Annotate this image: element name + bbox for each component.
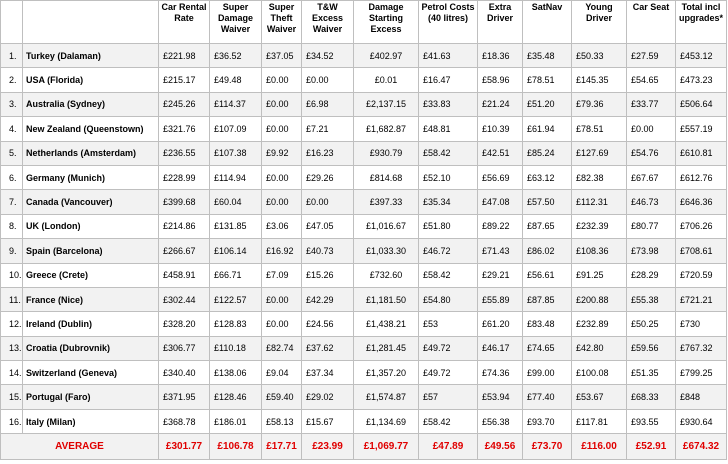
price-cell: £82.74 (262, 336, 302, 360)
price-cell: £131.85 (210, 214, 262, 238)
price-cell: £221.98 (159, 44, 210, 68)
price-cell: £7.21 (302, 117, 354, 141)
price-cell: £37.34 (302, 361, 354, 385)
table-row (1, 239, 727, 263)
table-row (1, 263, 727, 287)
price-cell: £50.33 (572, 44, 627, 68)
price-cell: £57 (419, 385, 478, 409)
table-row (1, 190, 727, 214)
price-cell: £0.00 (302, 68, 354, 92)
price-cell: £33.77 (627, 92, 676, 116)
table-body (1, 44, 727, 460)
price-cell: £397.33 (354, 190, 419, 214)
price-cell: £29.21 (478, 263, 523, 287)
price-cell: £46.72 (419, 239, 478, 263)
price-cell: £57.50 (523, 190, 572, 214)
price-cell: £15.26 (302, 263, 354, 287)
price-cell: £33.83 (419, 92, 478, 116)
price-cell: £106.14 (210, 239, 262, 263)
column-header: Car Rental Rate (159, 1, 210, 44)
average-value-cell: £47.89 (419, 434, 478, 460)
rank-cell: 13. (1, 336, 23, 360)
price-cell: £74.65 (523, 336, 572, 360)
price-cell: £49.72 (419, 336, 478, 360)
rank-cell: 4. (1, 117, 23, 141)
table-row (1, 44, 727, 68)
price-cell: £29.26 (302, 165, 354, 189)
average-value-cell: £674.32 (676, 434, 727, 460)
price-cell: £127.69 (572, 141, 627, 165)
location-cell: UK (London) (23, 214, 159, 238)
price-cell: £814.68 (354, 165, 419, 189)
price-cell: £721.21 (676, 287, 727, 311)
price-cell: £49.48 (210, 68, 262, 92)
price-cell: £371.95 (159, 385, 210, 409)
price-cell: £930.79 (354, 141, 419, 165)
average-value-cell: £116.00 (572, 434, 627, 460)
price-cell: £2,137.15 (354, 92, 419, 116)
average-value-cell: £106.78 (210, 434, 262, 460)
column-header: SatNav (523, 1, 572, 44)
price-cell: £71.43 (478, 239, 523, 263)
price-cell: £15.67 (302, 409, 354, 433)
column-header: Car Seat (627, 1, 676, 44)
price-cell: £34.52 (302, 44, 354, 68)
price-cell: £1,357.20 (354, 361, 419, 385)
price-cell: £708.61 (676, 239, 727, 263)
price-cell: £0.00 (627, 117, 676, 141)
price-cell: £42.29 (302, 287, 354, 311)
price-cell: £58.42 (419, 409, 478, 433)
location-cell: USA (Florida) (23, 68, 159, 92)
price-cell: £930.64 (676, 409, 727, 433)
price-cell: £232.89 (572, 312, 627, 336)
price-cell: £53.94 (478, 385, 523, 409)
price-cell: £767.32 (676, 336, 727, 360)
price-cell: £48.81 (419, 117, 478, 141)
price-cell: £236.55 (159, 141, 210, 165)
price-cell: £145.35 (572, 68, 627, 92)
price-cell: £87.65 (523, 214, 572, 238)
price-cell: £306.77 (159, 336, 210, 360)
price-cell: £706.26 (676, 214, 727, 238)
rank-cell: 6. (1, 165, 23, 189)
table-row (1, 92, 727, 116)
column-header: Total incl upgrades* (676, 1, 727, 44)
price-cell: £799.25 (676, 361, 727, 385)
price-cell: £46.17 (478, 336, 523, 360)
price-cell: £7.09 (262, 263, 302, 287)
price-cell: £58.96 (478, 68, 523, 92)
column-header: Petrol Costs (40 litres) (419, 1, 478, 44)
price-cell: £16.47 (419, 68, 478, 92)
price-cell: £107.38 (210, 141, 262, 165)
rank-cell: 11. (1, 287, 23, 311)
price-cell: £214.86 (159, 214, 210, 238)
header-blank-cell (1, 1, 23, 44)
average-value-cell: £73.70 (523, 434, 572, 460)
column-header: Young Driver (572, 1, 627, 44)
price-cell: £128.46 (210, 385, 262, 409)
price-cell: £66.71 (210, 263, 262, 287)
price-cell: £114.94 (210, 165, 262, 189)
average-value-cell: £52.91 (627, 434, 676, 460)
price-cell: £58.42 (419, 141, 478, 165)
average-row (1, 434, 727, 460)
price-cell: £128.83 (210, 312, 262, 336)
price-cell: £37.05 (262, 44, 302, 68)
price-cell: £80.77 (627, 214, 676, 238)
price-cell: £122.57 (210, 287, 262, 311)
average-label: AVERAGE (1, 434, 159, 460)
price-cell: £89.22 (478, 214, 523, 238)
price-cell: £186.01 (210, 409, 262, 433)
price-cell: £1,574.87 (354, 385, 419, 409)
price-cell: £0.00 (262, 190, 302, 214)
price-cell: £108.36 (572, 239, 627, 263)
location-cell: Croatia (Dubrovnik) (23, 336, 159, 360)
table-row (1, 361, 727, 385)
price-cell: £79.36 (572, 92, 627, 116)
price-cell: £42.80 (572, 336, 627, 360)
rank-cell: 7. (1, 190, 23, 214)
price-cell: £1,181.50 (354, 287, 419, 311)
header-blank-cell (23, 1, 159, 44)
rank-cell: 16. (1, 409, 23, 433)
location-cell: Italy (Milan) (23, 409, 159, 433)
rank-cell: 10. (1, 263, 23, 287)
location-cell: Switzerland (Geneva) (23, 361, 159, 385)
rank-cell: 15. (1, 385, 23, 409)
price-cell: £114.37 (210, 92, 262, 116)
price-cell: £110.18 (210, 336, 262, 360)
price-cell: £473.23 (676, 68, 727, 92)
price-cell: £35.48 (523, 44, 572, 68)
price-cell: £138.06 (210, 361, 262, 385)
price-cell: £54.80 (419, 287, 478, 311)
price-cell: £0.00 (262, 68, 302, 92)
price-cell: £3.06 (262, 214, 302, 238)
price-cell: £1,682.87 (354, 117, 419, 141)
column-header: Damage Starting Excess (354, 1, 419, 44)
price-cell: £340.40 (159, 361, 210, 385)
price-cell: £0.00 (262, 312, 302, 336)
price-cell: £42.51 (478, 141, 523, 165)
table-row (1, 336, 727, 360)
price-cell: £51.20 (523, 92, 572, 116)
price-cell: £37.62 (302, 336, 354, 360)
location-cell: France (Nice) (23, 287, 159, 311)
price-cell: £730 (676, 312, 727, 336)
location-cell: New Zealand (Queenstown) (23, 117, 159, 141)
price-cell: £0.00 (262, 165, 302, 189)
price-cell: £557.19 (676, 117, 727, 141)
price-cell: £82.38 (572, 165, 627, 189)
average-value-cell: £17.71 (262, 434, 302, 460)
column-header: T&W Excess Waiver (302, 1, 354, 44)
price-cell: £506.64 (676, 92, 727, 116)
table-row (1, 141, 727, 165)
price-cell: £61.20 (478, 312, 523, 336)
location-cell: Greece (Crete) (23, 263, 159, 287)
price-cell: £59.40 (262, 385, 302, 409)
price-cell: £49.72 (419, 361, 478, 385)
header-row (1, 1, 727, 44)
price-cell: £0.00 (302, 190, 354, 214)
price-cell: £1,016.67 (354, 214, 419, 238)
table-row (1, 312, 727, 336)
price-cell: £60.04 (210, 190, 262, 214)
price-cell: £9.92 (262, 141, 302, 165)
price-cell: £646.36 (676, 190, 727, 214)
price-cell: £232.39 (572, 214, 627, 238)
price-cell: £99.00 (523, 361, 572, 385)
price-cell: £117.81 (572, 409, 627, 433)
price-cell: £51.80 (419, 214, 478, 238)
price-cell: £56.69 (478, 165, 523, 189)
price-cell: £0.01 (354, 68, 419, 92)
price-cell: £58.13 (262, 409, 302, 433)
price-cell: £56.61 (523, 263, 572, 287)
rank-cell: 12. (1, 312, 23, 336)
price-cell: £83.48 (523, 312, 572, 336)
price-cell: £87.85 (523, 287, 572, 311)
price-cell: £848 (676, 385, 727, 409)
price-cell: £93.55 (627, 409, 676, 433)
price-cell: £245.26 (159, 92, 210, 116)
price-cell: £732.60 (354, 263, 419, 287)
price-cell: £61.94 (523, 117, 572, 141)
price-cell: £21.24 (478, 92, 523, 116)
price-cell: £1,134.69 (354, 409, 419, 433)
price-cell: £40.73 (302, 239, 354, 263)
price-cell: £453.12 (676, 44, 727, 68)
price-cell: £53.67 (572, 385, 627, 409)
average-value-cell: £301.77 (159, 434, 210, 460)
price-cell: £112.31 (572, 190, 627, 214)
average-value-cell: £1,069.77 (354, 434, 419, 460)
price-cell: £16.23 (302, 141, 354, 165)
price-cell: £200.88 (572, 287, 627, 311)
price-cell: £1,281.45 (354, 336, 419, 360)
price-cell: £91.25 (572, 263, 627, 287)
column-header: Super Damage Waiver (210, 1, 262, 44)
location-cell: Portugal (Faro) (23, 385, 159, 409)
rank-cell: 1. (1, 44, 23, 68)
column-header: Super Theft Waiver (262, 1, 302, 44)
table-row (1, 385, 727, 409)
price-cell: £6.98 (302, 92, 354, 116)
price-cell: £100.08 (572, 361, 627, 385)
rank-cell: 5. (1, 141, 23, 165)
location-cell: Spain (Barcelona) (23, 239, 159, 263)
price-cell: £266.67 (159, 239, 210, 263)
price-cell: £0.00 (262, 287, 302, 311)
location-cell: Germany (Munich) (23, 165, 159, 189)
price-cell: £53 (419, 312, 478, 336)
price-cell: £78.51 (523, 68, 572, 92)
price-cell: £399.68 (159, 190, 210, 214)
table-row (1, 68, 727, 92)
price-cell: £46.73 (627, 190, 676, 214)
rank-cell: 8. (1, 214, 23, 238)
price-cell: £1,438.21 (354, 312, 419, 336)
price-cell: £402.97 (354, 44, 419, 68)
price-cell: £302.44 (159, 287, 210, 311)
price-cell: £368.78 (159, 409, 210, 433)
price-cell: £41.63 (419, 44, 478, 68)
price-cell: £328.20 (159, 312, 210, 336)
price-cell: £35.34 (419, 190, 478, 214)
price-cell: £215.17 (159, 68, 210, 92)
price-cell: £321.76 (159, 117, 210, 141)
table-row (1, 287, 727, 311)
price-cell: £47.08 (478, 190, 523, 214)
price-cell: £55.38 (627, 287, 676, 311)
average-value-cell: £23.99 (302, 434, 354, 460)
price-cell: £86.02 (523, 239, 572, 263)
price-cell: £36.52 (210, 44, 262, 68)
table-row (1, 165, 727, 189)
price-cell: £54.76 (627, 141, 676, 165)
price-cell: £93.70 (523, 409, 572, 433)
column-header: Extra Driver (478, 1, 523, 44)
table-row (1, 214, 727, 238)
price-cell: £612.76 (676, 165, 727, 189)
average-value-cell: £49.56 (478, 434, 523, 460)
price-cell: £77.40 (523, 385, 572, 409)
location-cell: Turkey (Dalaman) (23, 44, 159, 68)
rank-cell: 3. (1, 92, 23, 116)
price-cell: £74.36 (478, 361, 523, 385)
rank-cell: 9. (1, 239, 23, 263)
price-cell: £28.29 (627, 263, 676, 287)
price-cell: £78.51 (572, 117, 627, 141)
price-cell: £9.04 (262, 361, 302, 385)
price-cell: £56.38 (478, 409, 523, 433)
price-cell: £1,033.30 (354, 239, 419, 263)
price-cell: £63.12 (523, 165, 572, 189)
price-cell: £24.56 (302, 312, 354, 336)
location-cell: Canada (Vancouver) (23, 190, 159, 214)
price-cell: £67.67 (627, 165, 676, 189)
location-cell: Netherlands (Amsterdam) (23, 141, 159, 165)
price-cell: £47.05 (302, 214, 354, 238)
price-cell: £610.81 (676, 141, 727, 165)
location-cell: Ireland (Dublin) (23, 312, 159, 336)
price-cell: £16.92 (262, 239, 302, 263)
price-cell: £0.00 (262, 92, 302, 116)
table-row (1, 409, 727, 433)
price-cell: £27.59 (627, 44, 676, 68)
price-cell: £228.99 (159, 165, 210, 189)
price-cell: £29.02 (302, 385, 354, 409)
price-cell: £55.89 (478, 287, 523, 311)
rank-cell: 2. (1, 68, 23, 92)
price-cell: £458.91 (159, 263, 210, 287)
price-cell: £720.59 (676, 263, 727, 287)
table-row (1, 117, 727, 141)
price-cell: £10.39 (478, 117, 523, 141)
location-cell: Australia (Sydney) (23, 92, 159, 116)
rank-cell: 14. (1, 361, 23, 385)
price-cell: £0.00 (262, 117, 302, 141)
price-cell: £68.33 (627, 385, 676, 409)
price-cell: £73.98 (627, 239, 676, 263)
price-cell: £58.42 (419, 263, 478, 287)
price-cell: £18.36 (478, 44, 523, 68)
price-cell: £51.35 (627, 361, 676, 385)
price-cell: £85.24 (523, 141, 572, 165)
price-cell: £52.10 (419, 165, 478, 189)
price-cell: £59.56 (627, 336, 676, 360)
price-cell: £50.25 (627, 312, 676, 336)
price-cell: £107.09 (210, 117, 262, 141)
price-cell: £54.65 (627, 68, 676, 92)
